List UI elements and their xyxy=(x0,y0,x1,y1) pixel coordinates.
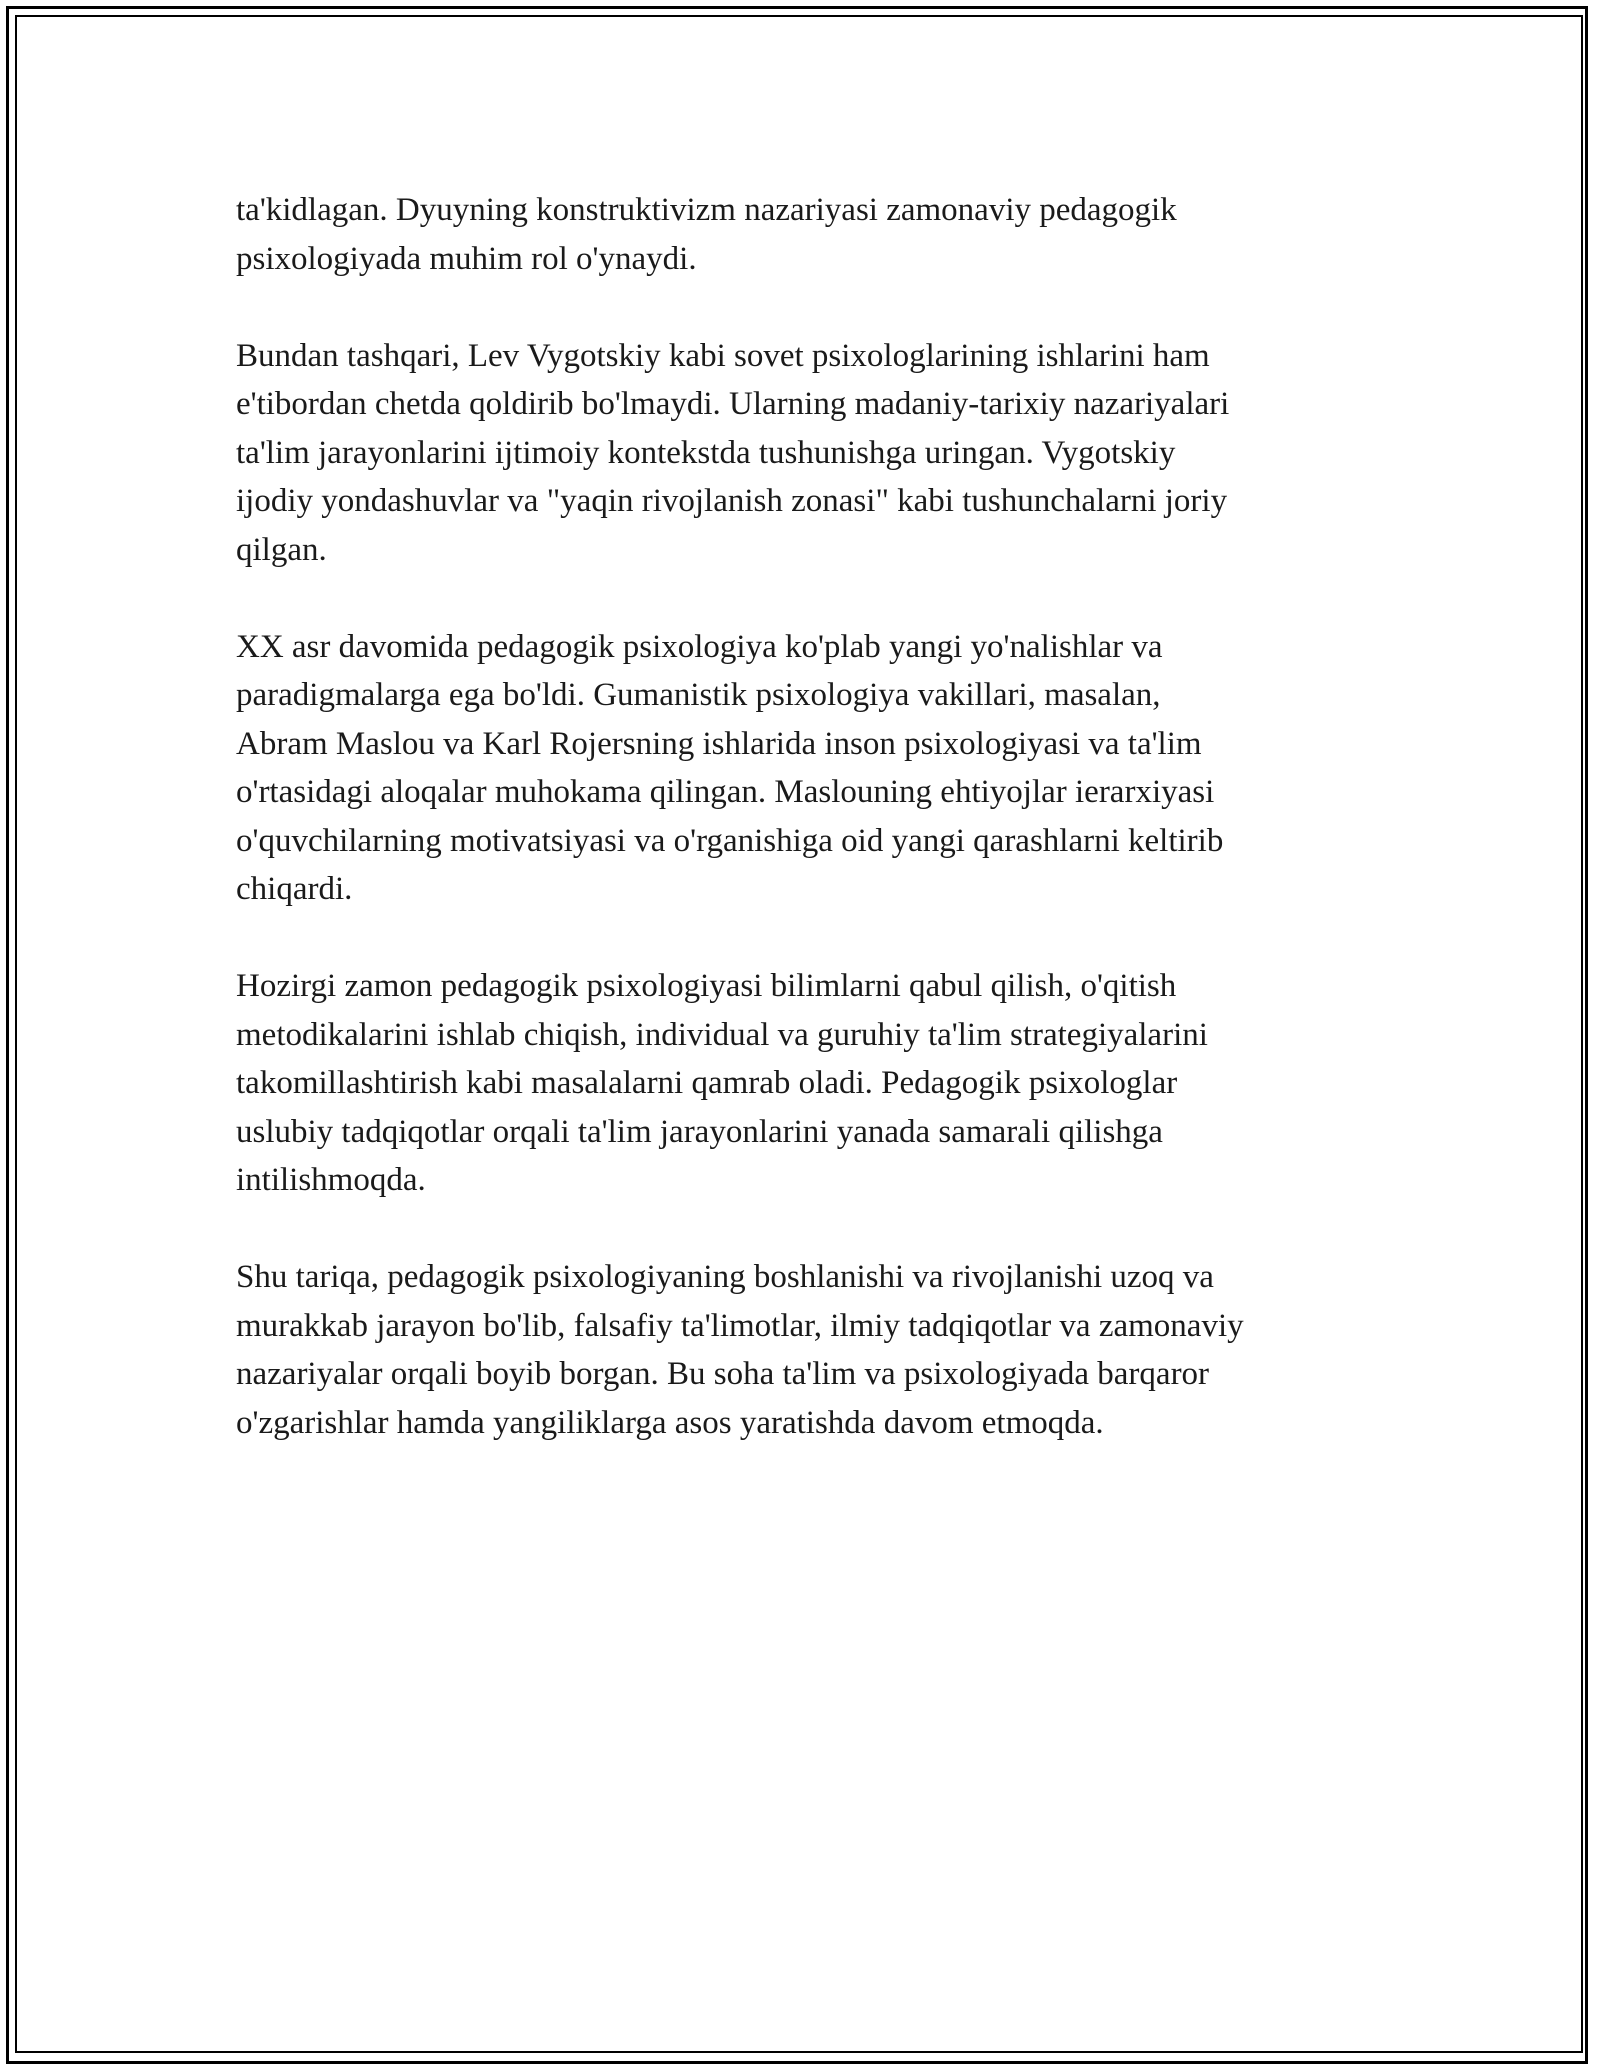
paragraph-line: takomillashtirish kabi masalalarni qamrab oladi. Pedagogik psixologlar xyxy=(236,1065,1178,1101)
document-body xyxy=(236,186,1376,1496)
paragraph-line: Shu tariqa, pedagogik psixologiyaning boshlanishi va rivojlanishi uzoq va xyxy=(236,1259,1214,1295)
paragraph-line: ijodiy yondashuvlar va "yaqin rivojlanish zonasi" kabi tushunchalarni joriy xyxy=(236,483,1228,519)
paragraph-line: o'rtasidagi aloqalar muhokama qilingan. Maslouning ehtiyojlar ierarxiyasi xyxy=(236,774,1215,810)
paragraph-line: e'tibordan chetda qoldirib bo'lmaydi. Ularning madaniy-tarixiy nazariyalari xyxy=(236,386,1230,422)
paragraph-2 xyxy=(236,332,1376,575)
paragraph-line: ta'lim jarayonlarini ijtimoiy kontekstda tushunishga uringan. Vygotskiy xyxy=(236,434,1176,471)
paragraph-1 xyxy=(236,186,1376,283)
paragraph-line: uslubiy tadqiqotlar orqali ta'lim jarayonlarini yanada samarali qilishga xyxy=(236,1113,1163,1150)
paragraph-line: Abram Maslou va Karl Rojersning ishlarida inson psixologiyasi va ta'lim xyxy=(236,725,1202,762)
paragraph-line: nazariyalar orqali boyib borgan. Bu soha ta'lim va psixologiyada barqaror xyxy=(236,1356,1210,1392)
paragraph-line: ta'kidlagan. Dyuyning konstruktivizm nazariyasi zamonaviy pedagogik xyxy=(236,192,1177,228)
paragraph-line: chiqardi. xyxy=(236,871,353,907)
paragraph-line: qilgan. xyxy=(236,531,327,568)
paragraph-line: intilishmoqda. xyxy=(236,1162,426,1198)
paragraph-line: murakkab jarayon bo'lib, falsafiy ta'limotlar, ilmiy tadqiqotlar va zamonaviy xyxy=(236,1307,1244,1344)
paragraph-line: Bundan tashqari, Lev Vygotskiy kabi sovet psixologlarining ishlarini ham xyxy=(236,337,1210,374)
paragraph-5 xyxy=(236,1253,1376,1447)
paragraph-line: o'quvchilarning motivatsiyasi va o'rganishiga oid yangi qarashlarni keltirib xyxy=(236,822,1224,859)
paragraph-4 xyxy=(236,962,1376,1205)
paragraph-line: o'zgarishlar hamda yangiliklarga asos yaratishda davom etmoqda. xyxy=(236,1404,1104,1441)
paragraph-line: Hozirgi zamon pedagogik psixologiyasi bilimlarni qabul qilish, o'qitish xyxy=(236,968,1177,1004)
paragraph-line: XX asr davomida pedagogik psixologiya ko'plab yangi yo'nalishlar va xyxy=(236,628,1163,665)
paragraph-line: paradigmalarga ega bo'ldi. Gumanistik psixologiya vakillari, masalan, xyxy=(236,677,1161,713)
paragraph-line: psixologiyada muhim rol o'ynaydi. xyxy=(236,240,697,277)
paragraph-3 xyxy=(236,623,1376,914)
paragraph-line: metodikalarini ishlab chiqish, individual va guruhiy ta'lim strategiyalarini xyxy=(236,1016,1208,1053)
